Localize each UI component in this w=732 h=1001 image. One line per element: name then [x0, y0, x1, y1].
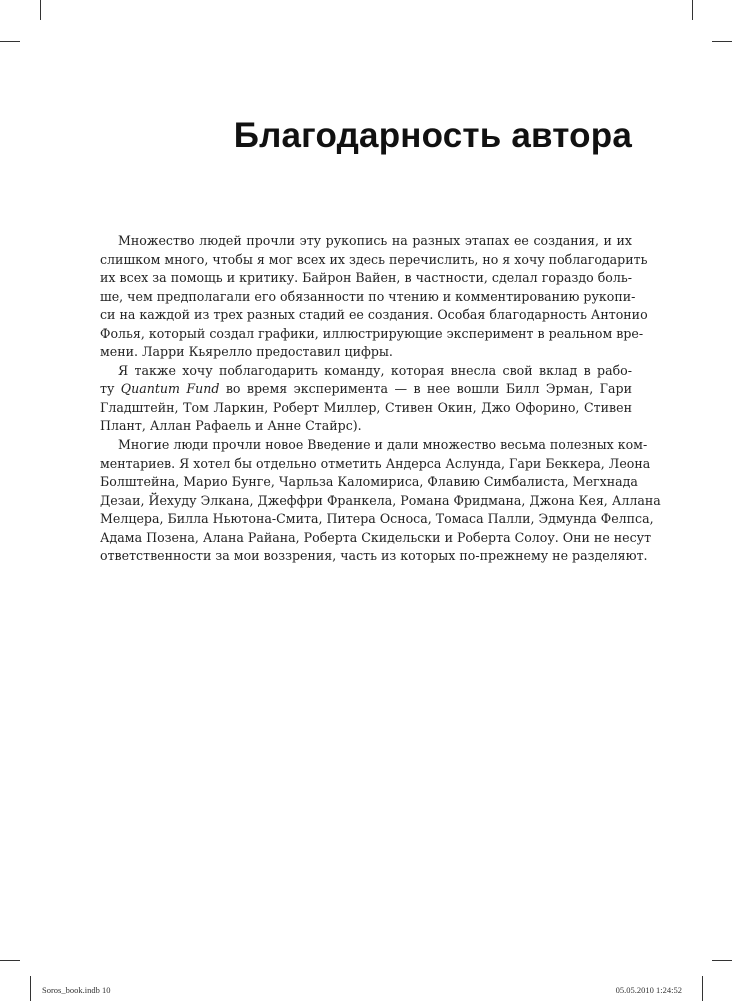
crop-mark [40, 0, 41, 20]
text-line: мени. Ларри Кьярелло предоставил цифры. [100, 344, 393, 360]
text-line [100, 380, 632, 399]
text-line: Фолья, который создал графики, иллюстрирующие эксперимент в реальном вре- [100, 325, 644, 341]
text-line: ментариев. Я хотел бы отдельно отметить Андерса Аслунда, Гари Беккера, Леона [100, 455, 651, 471]
fund-name: Quantum Fund [120, 381, 220, 397]
text-line: Дезаи, Йехуду Элкана, Джеффри Франкела, Романа Фридмана, Джона Кея, Аллана [100, 492, 661, 508]
text-line: ответственности за мои воззрения, часть из которых по-прежнему не разделяют. [100, 548, 648, 564]
crop-mark [692, 0, 693, 20]
crop-mark [30, 976, 31, 1001]
text-line: си на каждой из трех разных стадий ее создания. Особая благодарность Антонио [100, 307, 648, 323]
body-text [100, 232, 661, 566]
page-title: Благодарность автора [233, 116, 632, 155]
text-line: Мелцера, Билла Ньютона-Смита, Питера Осноса, Томаса Палли, Эдмунда Фелпса, [100, 511, 654, 527]
text-line: Адама Позена, Алана Райана, Роберта Скидельски и Роберта Солоу. Они не несут [100, 529, 652, 545]
text-line: их всех за помощь и критику. Байрон Вайен, в частности, сделал гораздо боль- [100, 270, 632, 286]
text-line: Болштейна, Марио Бунге, Чарльза Каломириса, Флавию Симбалиста, Мегхнада [100, 474, 638, 490]
text-fragment: ту [100, 381, 115, 397]
footer-timestamp: 05.05.2010 1:24:52 [615, 985, 682, 995]
crop-mark [712, 41, 732, 42]
crop-mark [712, 960, 732, 961]
text-line: Плант, Аллан Рафаель и Анне Стайрс). [100, 418, 362, 434]
text-fragment: во время эксперимента — в нее вошли Билл Эрман, Гари [225, 381, 632, 397]
text-line: ше, чем предполагали его обязанности по чтению и комментированию рукопи- [100, 288, 636, 304]
text-line: Многие люди прочли новое Введение и дали множество весьма полезных ком- [118, 437, 648, 453]
footer-file: Soros_book.indb 10 [42, 985, 111, 995]
crop-mark [702, 976, 703, 1001]
text-line: Я также хочу поблагодарить команду, которая внесла свой вклад в рабо- [118, 362, 632, 378]
crop-mark [0, 41, 20, 42]
crop-mark [0, 960, 20, 961]
text-line: Гладштейн, Том Ларкин, Роберт Миллер, Стивен Окин, Джо Офорино, Стивен [100, 399, 632, 415]
text-line: слишком много, чтобы я мог всех их здесь перечислить, но я хочу поблагодарить [100, 251, 648, 267]
text-line: Множество людей прочли эту рукопись на разных этапах ее создания, и их [118, 233, 632, 248]
